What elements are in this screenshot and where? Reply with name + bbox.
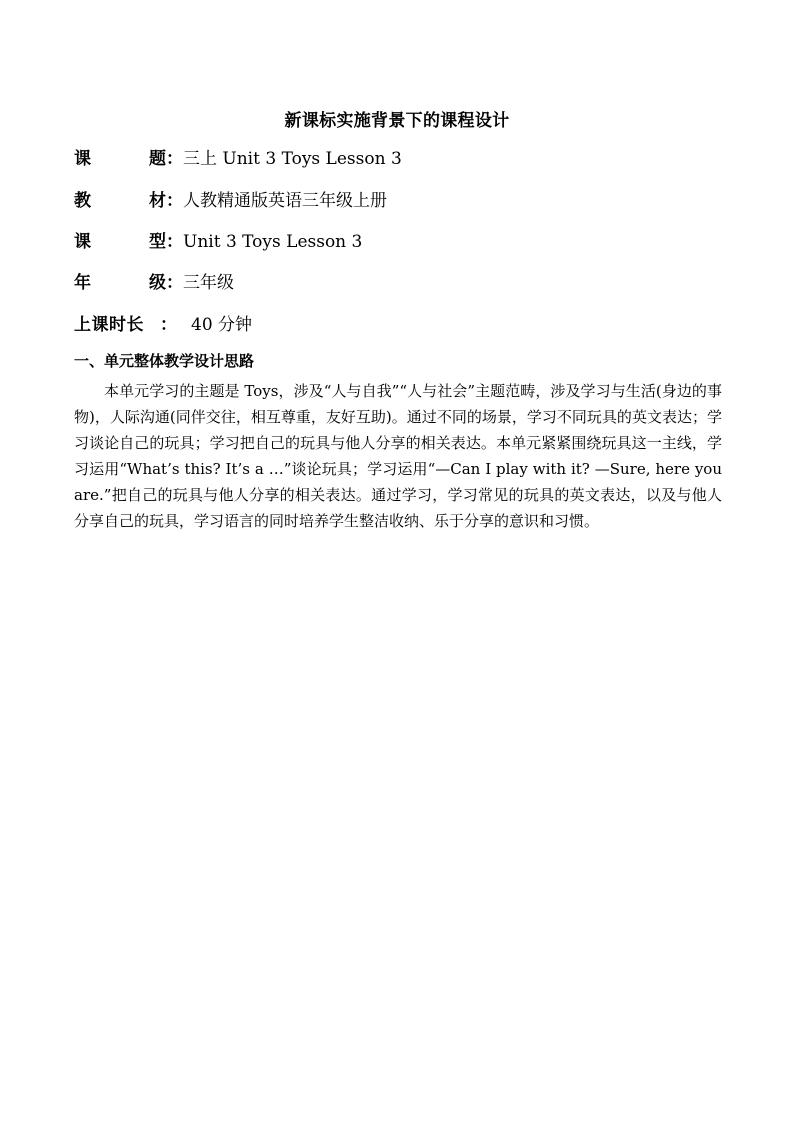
section-heading: 一、单元整体教学设计思路 <box>74 352 255 370</box>
meta-row-duration <box>74 312 252 338</box>
meta-label-grade: 年级 <box>74 273 166 293</box>
meta-colon: ： <box>166 149 183 169</box>
meta-colon: ： <box>166 191 183 211</box>
document-title: 新课标实施背景下的课程设计 <box>284 111 510 131</box>
meta-colon: ： <box>166 273 183 293</box>
body-paragraph: 本单元学习的主题是 Toys，涉及“人与自我”“人与社会”主题范畴，涉及学习与生活(身边的事物)，人际沟通(同伴交往，相互尊重，友好互助)。通过不同的场景，学习不同玩具的英文表达；学习谈论自己的玩具；学习把自己的玩具与他人分享的相关表达。本单元紧紧围绕玩具这一主线，学习运用“What’s this? It’s a …”谈论玩具；学习运用“—Can I play with it? —Sure, here you are.”把自己的玩具与他人分享的相关表达。通过学习，学习常见的玩具的英文表达，以及与他人分享自己的玩具，学习语言的同时培养学生整洁收纳、乐于分享的意识和习惯。 <box>74 382 722 530</box>
meta-row-grade <box>74 270 234 296</box>
meta-value-grade: 三年级 <box>183 273 234 293</box>
meta-label-duration: 上课时长 <box>74 315 144 335</box>
meta-label-textbook: 教材 <box>74 191 166 211</box>
meta-row-lesson-type <box>74 229 362 255</box>
meta-value-textbook: 人教精通版英语三年级上册 <box>183 191 387 211</box>
meta-value-duration: 40 分钟 <box>191 315 253 335</box>
meta-colon: ： <box>160 315 177 335</box>
meta-row-textbook <box>74 188 387 214</box>
meta-value-topic: 三上 Unit 3 Toys Lesson 3 <box>183 149 402 169</box>
meta-label-topic: 课题 <box>74 149 166 169</box>
meta-row-topic <box>74 146 402 172</box>
meta-value-lesson-type: Unit 3 Toys Lesson 3 <box>183 232 363 252</box>
meta-label-lesson-type: 课型 <box>74 232 166 252</box>
meta-colon: ： <box>166 232 183 252</box>
